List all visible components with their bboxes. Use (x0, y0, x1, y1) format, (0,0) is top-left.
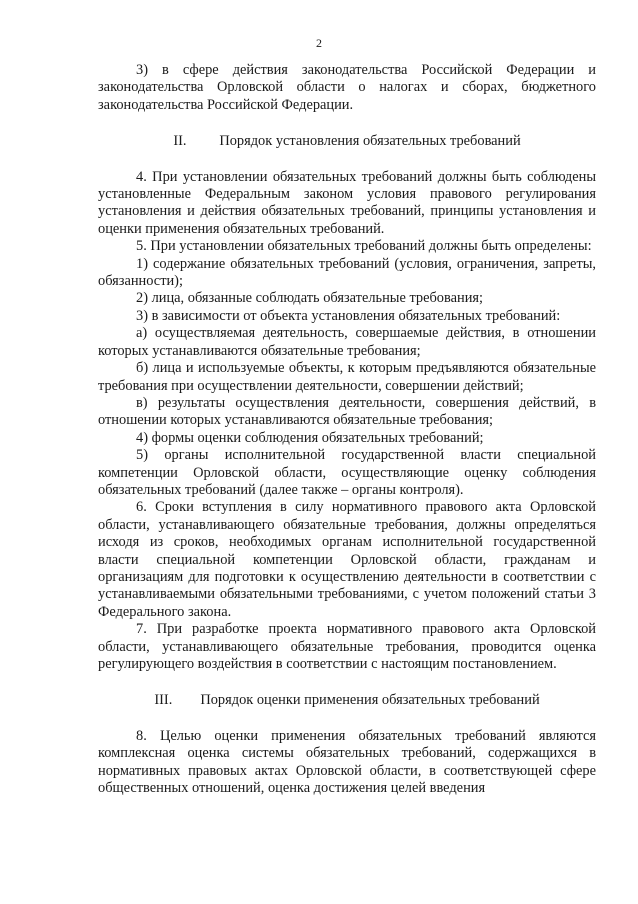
section-number: II. (173, 133, 187, 150)
list-item-3: 3) в зависимости от объекта установления обязательных требований: (136, 307, 561, 324)
list-item-b: б) лица и используемые объекты, к которым предъявляются обязательные требования при осуществлении деятельности, совершении действий; (98, 360, 596, 394)
list-item-2: 2) лица, обязанные соблюдать обязательные требования; (136, 290, 484, 307)
document-body (98, 62, 596, 797)
paragraph-7: 7. При разработке проекта нормативного правового акта Орловской области, устанавливающего обязательные требования, проводится оценка регулирующего воздействия в соответствии с настоящим постановлением. (98, 621, 596, 672)
paragraph-3-budget: 3) в сфере действия законодательства Российской Федерации и законодательства Орловской области о налогах и сборах, бюджетного законодательства Российской Федерации. (98, 62, 596, 113)
paragraph-5: 5. При установлении обязательных требований должны быть определены: (136, 238, 592, 255)
section-title: Порядок оценки применения обязательных требований (200, 692, 540, 709)
section-heading-3 (98, 673, 596, 727)
paragraph-8: 8. Целью оценки применения обязательных требований являются комплексная оценка системы обязательных требований, содержащихся в нормативных правовых актах Орловской области, в соответствующей сфере общественных отношений, оценка достижения целей введения (98, 727, 596, 797)
section-heading-2 (98, 114, 596, 168)
list-item-5: 5) органы исполнительной государственной власти специальной компетенции Орловской области, осуществляющие оценку соблюдения обязательных требований (далее также – органы контроля). (98, 447, 596, 498)
page-number: 2 (316, 36, 322, 50)
list-item-v: в) результаты осуществления деятельности, совершения действий, в отношении которых устанавливаются обязательные требования; (98, 394, 596, 429)
section-title: Порядок установления обязательных требований (219, 133, 521, 150)
list-item-4: 4) формы оценки соблюдения обязательных требований; (136, 429, 484, 446)
paragraph-4: 4. При установлении обязательных требований должны быть соблюдены установленные Федеральным законом условия правового регулирования установления и действия обязательных требований, принципы установления и оценки применения обязательных требований. (98, 168, 596, 237)
list-item-1: 1) содержание обязательных требований (условия, ограничения, запреты, обязанности); (98, 255, 596, 290)
list-item-a: а) осуществляемая деятельность, совершаемые действия, в отношении которых устанавливаются обязательные требования; (98, 325, 596, 359)
paragraph-6: 6. Сроки вступления в силу нормативного правового акта Орловской области, устанавливающего обязательные требования, должны определяться исходя из сроков, необходимых органам исполнительной государственной власти специальной компетенции Орловской области, гражданам и организациям для подготовки к осуществлению деятельности в соответствии с устанавливаемыми обязательными требованиями, с учетом положений статьи 3 Федерального закона. (98, 499, 596, 620)
section-number: III. (154, 692, 173, 709)
